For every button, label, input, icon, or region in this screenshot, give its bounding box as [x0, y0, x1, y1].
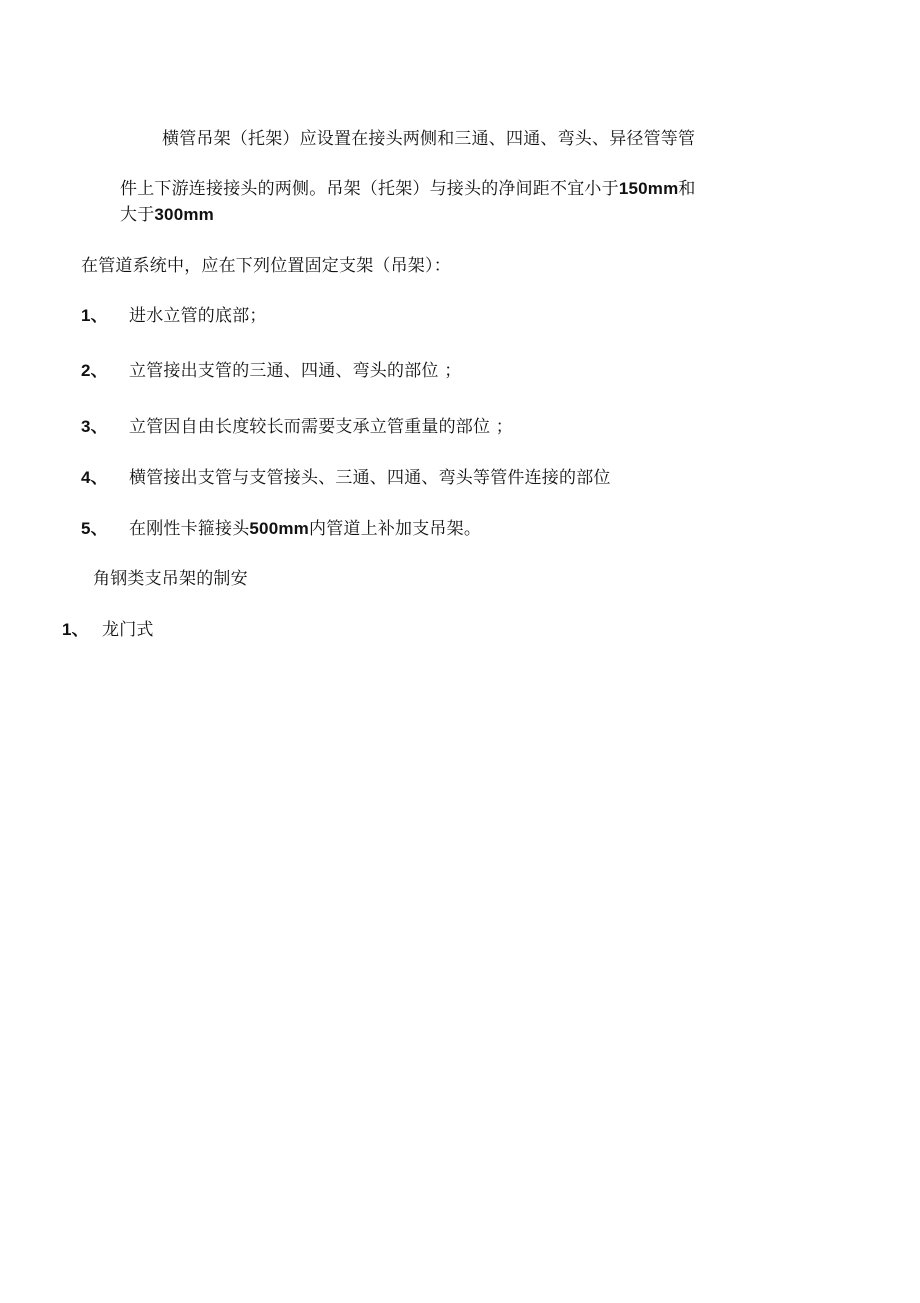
list-item-text: 进水立管的底部；: [129, 306, 267, 326]
measurement-150mm: 150mm: [618, 179, 679, 198]
paragraph1-line2-text: 件上下游连接接头的两侧。吊架（托架）与接头的净间距不宜小于: [120, 179, 619, 199]
paragraph1-line2-tail: 和: [678, 179, 696, 199]
intro-text: 在管道系统中，应在下列位置固定支架（吊架）：: [81, 256, 451, 276]
paragraph1-line2: [120, 176, 696, 202]
list-item-number: 4、: [81, 468, 108, 487]
list-item-number: 2、: [81, 361, 108, 380]
list-item-text: 立管接出支管的三通、四通、弯头的部位 ；: [129, 361, 462, 381]
list-item-text: 横管接出支管与支管接头、三通、四通、弯头等管件连接的部位: [129, 468, 611, 488]
section-item-text: 龙门式: [102, 620, 154, 640]
list-item-text-before: 在刚性卡箍接头: [129, 519, 250, 539]
list-item: [81, 358, 461, 384]
paragraph1-line1: 横管吊架（托架）应设置在接头两侧和三通、四通、弯头、异径管等管: [162, 129, 696, 149]
section-item-number: 1、: [62, 620, 89, 639]
list-item: [81, 414, 513, 440]
list-item: [81, 303, 267, 329]
list-item-number: 1、: [81, 306, 108, 325]
list-item: [81, 516, 481, 542]
list-item-number: 3、: [81, 417, 108, 436]
paragraph1-line3-text: 大于: [120, 205, 155, 225]
list-item-text: 立管因自由长度较长而需要支承立管重量的部位 ；: [129, 417, 514, 437]
measurement-300mm: 300mm: [154, 205, 215, 224]
section-heading: 角钢类支吊架的制安: [93, 569, 248, 589]
paragraph1-line3: [120, 202, 214, 228]
section-list-item: [62, 617, 154, 643]
list-item-text-after: 内管道上补加支吊架。: [309, 519, 482, 539]
list-item-number: 5、: [81, 519, 108, 538]
measurement-500mm: 500mm: [249, 519, 310, 538]
list-item: [81, 465, 611, 491]
